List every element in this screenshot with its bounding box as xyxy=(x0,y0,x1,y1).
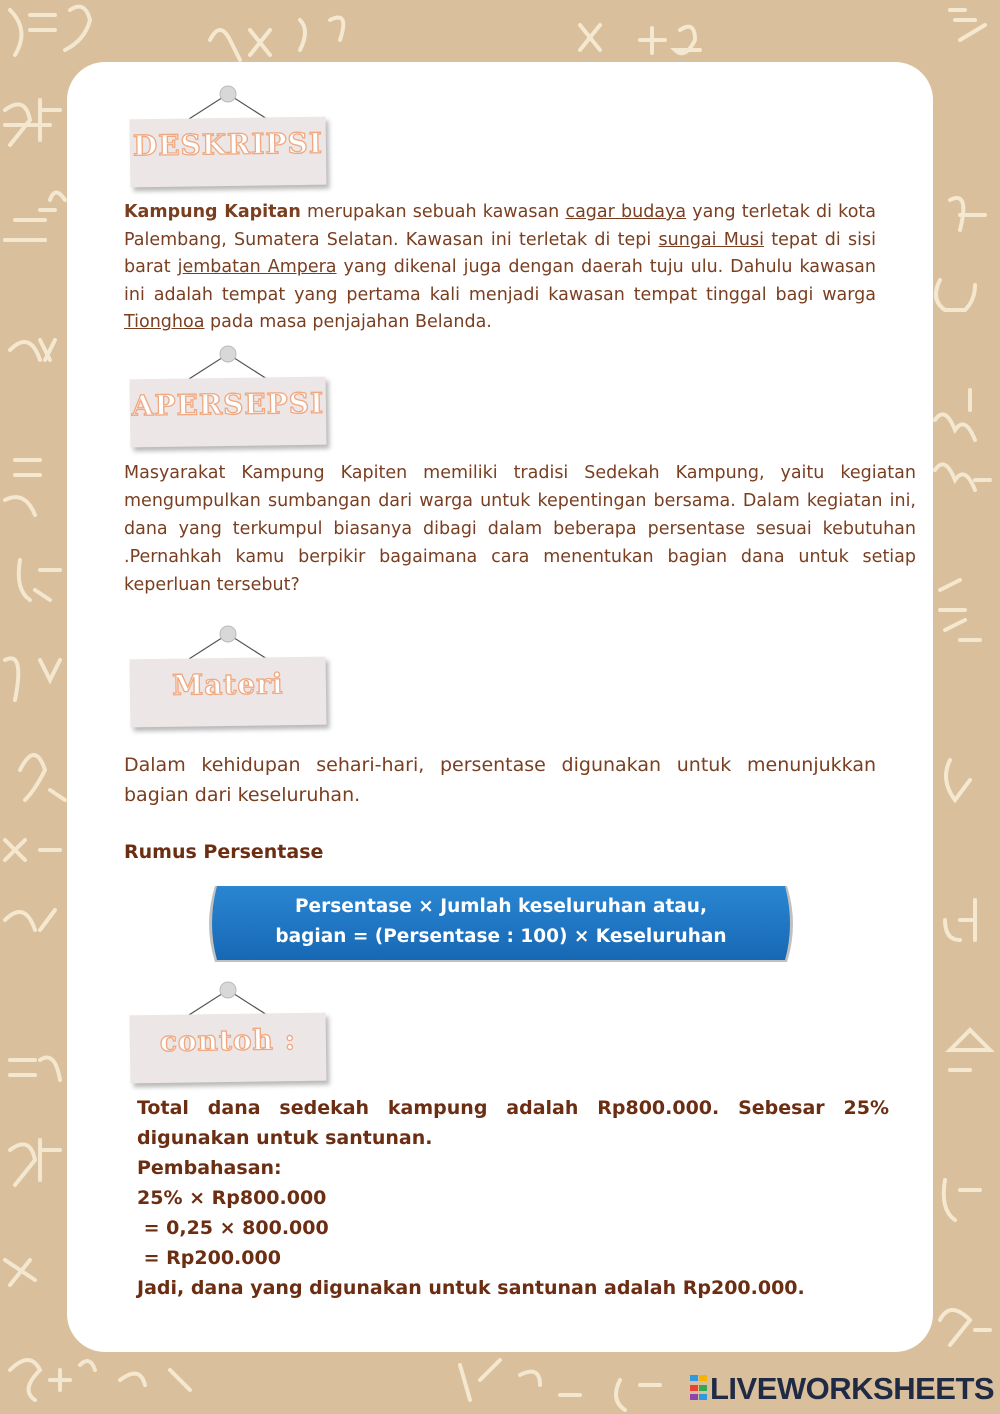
section-sign-contoh xyxy=(128,980,328,1100)
solution-step-2: = 0,25 × 800.000 xyxy=(137,1217,329,1239)
formula-line-2: bagian = (Persentase : 100) × Keseluruhan xyxy=(275,926,727,947)
jembatan-ampera-link[interactable]: jembatan Ampera xyxy=(177,257,337,278)
liveworksheets-logo-icon xyxy=(690,1375,708,1403)
formula-banner xyxy=(203,884,799,964)
tionghoa-link[interactable]: Tionghoa xyxy=(124,312,205,333)
section-title-contoh: contoh : xyxy=(159,1023,297,1058)
section-sign-apersepsi xyxy=(128,344,328,464)
solution-step-1: 25% × Rp800.000 xyxy=(137,1187,327,1209)
section-sign-materi xyxy=(128,624,328,744)
pembahasan-label: Pembahasan: xyxy=(137,1157,282,1179)
materi-paragraph: Dalam kehidupan sehari-hari, persentase digunakan untuk menunjukkan bagian dari keseluruhan. xyxy=(124,754,876,806)
kampung-kapitan-term: Kampung Kapitan xyxy=(124,202,301,222)
apersepsi-paragraph: Masyarakat Kampung Kapiten memiliki tradisi Sedekah Kampung, yaitu kegiatan mengumpulkan sumbangan dari warga untuk kepentingan bersama. Dalam kegiatan ini, dana yang terkumpul biasanya dibagi dalam beberapa persentase sesuai kebutuhan .Pernahkah kamu berpikir bagaimana cara menentukan bagian dana untuk setiap keperluan tersebut? xyxy=(124,463,916,595)
example-problem: Total dana sedekah kampung adalah Rp800.000. Sebesar 25% digunakan untuk santunan. xyxy=(137,1097,889,1149)
example-block xyxy=(137,1093,889,1303)
deskripsi-text-1: merupakan sebuah kawasan xyxy=(300,202,566,222)
section-title-deskripsi: DESKRIPSI xyxy=(132,126,324,163)
cagar-budaya-link[interactable]: cagar budaya xyxy=(565,202,687,222)
solution-step-3: = Rp200.000 xyxy=(137,1247,281,1269)
liveworksheets-brand[interactable] xyxy=(690,1372,994,1406)
section-title-apersepsi: APERSEPSI xyxy=(131,386,325,423)
formula-line-1: Persentase × Jumlah keseluruhan atau, xyxy=(295,896,707,917)
sungai-musi-link[interactable]: sungai Musi xyxy=(658,229,764,250)
deskripsi-text-5: pada masa penjajahan Belanda. xyxy=(204,312,492,333)
section-sign-deskripsi xyxy=(128,84,328,204)
section-title-materi: Materi xyxy=(172,667,284,702)
rumus-persentase-heading: Rumus Persentase xyxy=(124,841,324,863)
deskripsi-text-3: tepat di sisi barat xyxy=(124,229,876,278)
liveworksheets-wordmark: LIVEWORKSHEETS xyxy=(710,1371,995,1406)
solution-conclusion: Jadi, dana yang digunakan untuk santunan adalah Rp200.000. xyxy=(137,1277,805,1299)
deskripsi-text-4: yang dikenal juga dengan daerah tuju ulu. Dahulu kawasan ini adalah tempat yang pertama kali menjadi kawasan tempat tinggal bagi warga xyxy=(124,257,876,305)
deskripsi-paragraph xyxy=(124,199,876,337)
deskripsi-text-2: yang terletak di kota Palembang, Sumatera Selatan. Kawasan ini terletak di tepi xyxy=(124,202,876,250)
